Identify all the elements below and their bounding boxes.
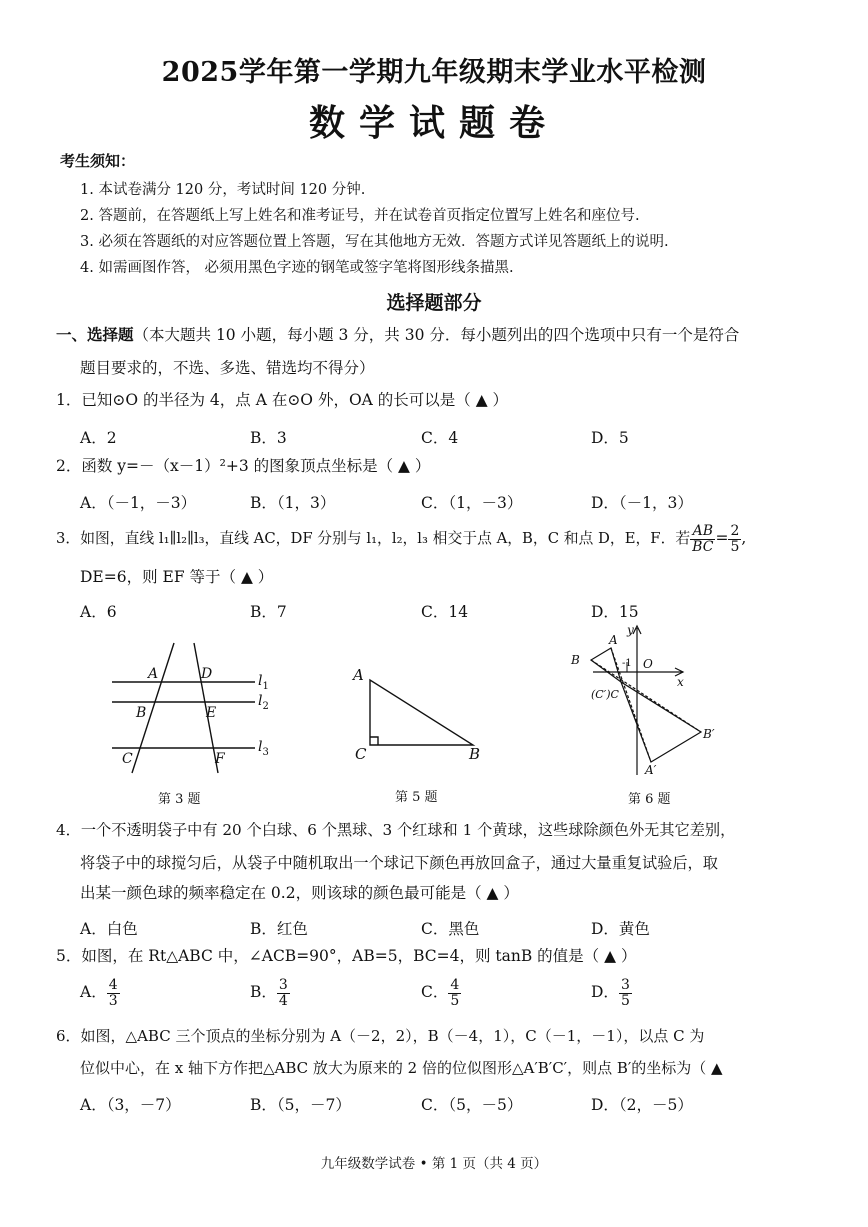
notice-heading: 考生须知： [60, 152, 136, 170]
label-f: F [215, 751, 225, 767]
label-l3: $l_3$ [258, 739, 269, 758]
label-c: C [355, 745, 367, 763]
label-c: C [122, 751, 133, 767]
notice-item: 3. 必须在答题纸的对应答题位置上答题，写在其他地方无效．答题方式详见答题纸上的说明. [80, 234, 669, 250]
q5-option-c: C． $\frac{4}{5}$ [421, 977, 460, 1009]
figure-6-caption: 第 6 题 [628, 792, 671, 807]
question-2-text: 2．函数 y=－（x－1）²+3 的图象顶点坐标是（ ▲ ） [56, 457, 431, 475]
q4-option-b: B．红色 [250, 920, 308, 938]
question-4-line1: 4．一个不透明袋子中有 20 个白球、6 个黑球、3 个红球和 1 个黄球，这些球除颜色外无其它差别， [56, 821, 736, 839]
q4-option-a: A．白色 [80, 920, 138, 938]
section-title: 选择题部分 [386, 292, 482, 314]
q6-option-c: C．（5，－5） [421, 1096, 523, 1114]
part-desc-line2: 题目要求的，不选、多选、错选均不得分） [80, 359, 375, 377]
label-c: (C′)C [591, 688, 619, 701]
question-6-line1: 6．如图，△ABC 三个顶点的坐标分别为 A（－2，2），B（－4，1），C（－1，－1），以点 C 为 [56, 1027, 705, 1045]
label-o: O [643, 657, 653, 671]
q1-option-a: A．2 [80, 429, 117, 447]
question-4-line3: 出某一颜色球的频率稳定在 0.2，则该球的颜色最可能是（ ▲ ） [80, 884, 519, 902]
q3-option-b: B．7 [250, 603, 287, 621]
q2-option-b: B．（1，3） [250, 494, 336, 512]
figure-5-right-triangle [345, 660, 495, 770]
label-b-prime: B′ [703, 727, 715, 741]
notice-item: 4. 如需画图作答， 必须用黑色字迹的钢笔或签字笔将图形线条描黑. [80, 260, 514, 276]
question-3-text: 3．如图，直线 l₁∥l₂∥l₃，直线 AC，DF 分别与 l₁，l₂，l₃ 相交于点 A，B，C 和点 D，E，F．若 $\frac{AB}{BC}$ = $\frac{2}{5}$ , [56, 523, 747, 555]
notice-item: 1. 本试卷满分 120 分，考试时间 120 分钟. [80, 182, 366, 198]
label-b: B [136, 705, 147, 721]
label-a: A [148, 666, 159, 682]
q6-option-b: B．（5，－7） [250, 1096, 351, 1114]
q6-option-a: A．（3，－7） [80, 1096, 181, 1114]
figure-3-parallel-lines [100, 635, 290, 785]
label-l2: $l_2$ [258, 693, 269, 712]
exam-title: 2025学年第一学期九年级期末学业水平检测 [161, 57, 707, 88]
q5-option-d: D． $\frac{3}{5}$ [591, 977, 630, 1009]
label-b: B [571, 653, 580, 667]
label-a: A [353, 666, 364, 684]
q5-option-a: A． $\frac{4}{3}$ [80, 977, 118, 1009]
question-1-text: 1．已知⊙O 的半径为 4，点 A 在⊙O 外，OA 的长可以是（ ▲ ） [56, 391, 509, 409]
figure-5-caption: 第 5 题 [395, 790, 438, 805]
figure-6-coordinate-similarity [565, 620, 735, 780]
q3-fraction-2-5: $\frac{2}{5}$ [730, 523, 740, 555]
q3-option-c: C．14 [421, 603, 469, 621]
question-5-text: 5．如图，在 Rt△ABC 中，∠ACB=90°，AB=5，BC=4，则 tanB 的值是（ ▲ ） [56, 947, 637, 965]
q2-option-a: A．（－1，－3） [80, 494, 197, 512]
question-4-line2: 将袋子中的球搅匀后，从袋子中随机取出一个球记下颜色再放回盒子，通过大量重复试验后，取 [80, 854, 718, 872]
q1-option-b: B．3 [250, 429, 287, 447]
notice-item: 2. 答题前，在答题纸上写上姓名和准考证号，并在试卷首页指定位置写上姓名和座位号. [80, 208, 640, 224]
label-minus-one: -1 [622, 658, 632, 669]
q4-option-c: C．黑色 [421, 920, 480, 938]
label-e: E [206, 705, 217, 721]
q2-option-c: C．（1，－3） [421, 494, 523, 512]
q3-text-part-a: 3．如图，直线 l₁∥l₂∥l₃，直线 AC，DF 分别与 l₁，l₂，l₃ 相交于点 A，B，C 和点 D，E，F．若 [56, 530, 691, 548]
exam-subject-title: 数学试题卷 [308, 102, 559, 144]
page-footer: 九年级数学试卷 • 第 1 页（共 4 页） [320, 1156, 548, 1172]
triangle-abc-prime [621, 682, 701, 762]
q6-option-d: D．（2，－5） [591, 1096, 693, 1114]
part-label: 一、选择题 [56, 326, 134, 344]
label-a-prime: A′ [645, 763, 657, 777]
label-b: B [469, 745, 481, 763]
right-angle-mark [370, 737, 378, 745]
q5-option-b: B． $\frac{3}{4}$ [250, 977, 288, 1009]
part-desc-line1: （本大题共 10 小题，每小题 3 分，共 30 分．每小题列出的四个选项中只有一个是符合 [133, 326, 740, 344]
label-a: A [609, 633, 618, 647]
label-x: x [677, 675, 684, 689]
label-l1: $l_1$ [258, 673, 269, 692]
q3-text-part-b: DE=6，则 EF 等于（ ▲ ） [80, 568, 274, 586]
q1-option-c: C．4 [421, 429, 459, 447]
q1-option-d: D．5 [591, 429, 629, 447]
question-6-line2: 位似中心，在 x 轴下方作把△ABC 放大为原来的 2 倍的位似图形△A′B′C′，则点 B′的坐标为（ ▲ [80, 1059, 723, 1077]
label-y: y [627, 623, 634, 637]
part-description [56, 328, 739, 344]
triangle-abc [370, 680, 473, 745]
q3-option-d: D．15 [591, 603, 639, 621]
label-d: D [201, 666, 213, 682]
q3-fraction-ab-bc: $\frac{AB}{BC}$ [692, 523, 714, 555]
figure-3-caption: 第 3 题 [158, 792, 201, 807]
q4-option-d: D．黄色 [591, 920, 650, 938]
q2-option-d: D．（－1，3） [591, 494, 693, 512]
q3-option-a: A．6 [80, 603, 117, 621]
